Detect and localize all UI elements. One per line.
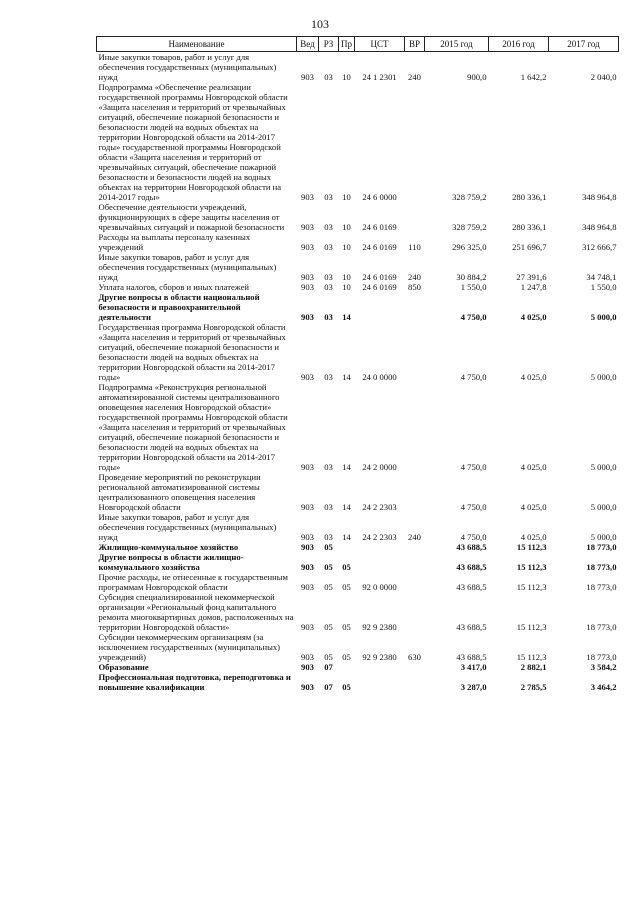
- row-2016: 15 112,3: [516, 562, 547, 572]
- row-rz: 07: [324, 682, 333, 692]
- table-row: [97, 202, 619, 232]
- row-2015: 4 750,0: [460, 312, 487, 322]
- row-name: Другие вопросы в области национальной безопасности и правоохранительной деятельности: [98, 292, 260, 322]
- row-vr: [405, 672, 425, 692]
- row-cst: [355, 552, 405, 572]
- row-2016: 4 025,0: [520, 462, 547, 472]
- header-2017: 2017 год: [549, 37, 619, 52]
- budget-table: [96, 36, 619, 692]
- page-number: 103: [311, 17, 329, 31]
- row-2017: 5 000,0: [590, 372, 617, 382]
- row-2017: 1 550,0: [590, 282, 617, 292]
- row-name: Иные закупки товаров, работ и услуг для обеспечения государственных (муниципальных) нужд: [98, 252, 277, 282]
- header-rz: РЗ: [319, 37, 339, 52]
- row-2016: 251 696,7: [512, 242, 547, 252]
- row-2016: 280 336,1: [512, 192, 547, 202]
- row-cst: [355, 292, 405, 322]
- row-cst: 24 0 0000: [362, 372, 397, 382]
- row-2016: 4 025,0: [520, 312, 547, 322]
- row-vr: 240: [408, 272, 421, 282]
- row-ved: 903: [301, 562, 314, 572]
- row-2017: 5 000,0: [590, 502, 617, 512]
- row-rz: 03: [324, 222, 333, 232]
- row-2016: 4 025,0: [520, 372, 547, 382]
- table-row: [97, 512, 619, 542]
- row-pr: 14: [342, 462, 351, 472]
- row-cst: 24 6 0169: [362, 272, 397, 282]
- row-pr: 10: [342, 222, 351, 232]
- row-rz: 03: [324, 72, 333, 82]
- row-pr: 14: [342, 372, 351, 382]
- header-name: Наименование: [97, 37, 297, 52]
- row-cst: 92 9 2380: [362, 622, 397, 632]
- row-rz: 05: [324, 542, 333, 552]
- row-ved: 903: [301, 312, 314, 322]
- table-row: [97, 382, 619, 472]
- row-vr: 240: [408, 532, 421, 542]
- row-2016: 15 112,3: [516, 652, 547, 662]
- row-2017: 18 773,0: [586, 622, 617, 632]
- header-ved: Вед: [297, 37, 319, 52]
- row-pr: 05: [342, 562, 351, 572]
- row-pr: 10: [342, 272, 351, 282]
- row-pr: [339, 662, 355, 672]
- row-vr: 110: [408, 242, 421, 252]
- row-pr: 10: [342, 72, 351, 82]
- row-name: Субсидия специализированной некоммерческой организации «Региональный фонд капитального ремонта многоквартирных домов, расположенных на территории Новгородской области»: [98, 592, 294, 632]
- row-vr: 240: [408, 72, 421, 82]
- row-2015: 43 688,5: [456, 562, 487, 572]
- row-name: Иные закупки товаров, работ и услуг для обеспечения государственных (муниципальных) нужд: [98, 52, 277, 82]
- row-name: Образование: [98, 662, 149, 672]
- row-pr: 10: [342, 242, 351, 252]
- row-ved: 903: [301, 372, 314, 382]
- row-ved: 903: [301, 242, 314, 252]
- row-rz: 05: [324, 562, 333, 572]
- row-vr: [405, 572, 425, 592]
- table-row: [97, 472, 619, 512]
- row-ved: 903: [301, 582, 314, 592]
- table-row: [97, 292, 619, 322]
- row-rz: 03: [324, 502, 333, 512]
- row-vr: [405, 322, 425, 382]
- row-rz: 03: [324, 192, 333, 202]
- row-2017: 3 464,2: [590, 682, 617, 692]
- row-cst: 24 2 2303: [362, 502, 397, 512]
- row-ved: 903: [301, 462, 314, 472]
- row-2015: 3 417,0: [460, 662, 487, 672]
- row-pr: 05: [342, 622, 351, 632]
- row-2015: 4 750,0: [460, 372, 487, 382]
- row-pr: 10: [342, 192, 351, 202]
- row-name: Подпрограмма «Обеспечение реализации государственной программы Новгородской области «Защита населения и территорий от чрезвычайных ситуаций, обеспечение пожарной безопасности и безопасности людей на водных объектах на территории Новгородской области на 2014-2017 годы» государственной программы Новгородской области «Защита населения и территорий от чрезвычайных ситуаций, обеспечение пожарной безопасности и безопасности людей на водных объектах на территории Новгородской области на 2014-2017 годы»: [98, 82, 288, 202]
- row-name: Уплата налогов, сборов и иных платежей: [98, 282, 250, 292]
- row-2017: 5 000,0: [590, 462, 617, 472]
- row-2015: 4 750,0: [460, 462, 487, 472]
- row-ved: 903: [301, 222, 314, 232]
- row-cst: 24 2 2303: [362, 532, 397, 542]
- row-name: Жилищно-коммунальное хозяйство: [98, 542, 239, 552]
- row-cst: 92 9 2380: [362, 652, 397, 662]
- row-ved: 903: [301, 622, 314, 632]
- header-row: [97, 37, 619, 52]
- row-rz: 05: [324, 582, 333, 592]
- row-2017: 2 040,0: [590, 72, 617, 82]
- row-vr: [405, 542, 425, 552]
- row-rz: 03: [324, 462, 333, 472]
- table-body: [97, 52, 619, 693]
- row-cst: 24 1 2301: [362, 72, 397, 82]
- row-2016: 15 112,3: [516, 542, 547, 552]
- row-2015: 4 750,0: [460, 502, 487, 512]
- table-row: [97, 542, 619, 552]
- row-rz: 03: [324, 272, 333, 282]
- row-vr: [405, 662, 425, 672]
- header-vr: ВР: [405, 37, 425, 52]
- row-ved: 903: [301, 272, 314, 282]
- row-ved: 903: [301, 282, 314, 292]
- table-row: [97, 232, 619, 252]
- row-vr: 850: [408, 282, 421, 292]
- row-cst: [355, 542, 405, 552]
- row-name: Субсидии некоммерческим организациям (за исключением государственных (муниципальных) учреждений): [98, 632, 280, 662]
- table-row: [97, 632, 619, 662]
- row-2015: 328 759,2: [452, 222, 487, 232]
- table-row: [97, 572, 619, 592]
- row-rz: 07: [324, 662, 333, 672]
- row-rz: 05: [324, 622, 333, 632]
- row-vr: [405, 82, 425, 202]
- table-row: [97, 252, 619, 282]
- row-ved: 903: [301, 72, 314, 82]
- row-cst: 24 6 0169: [362, 282, 397, 292]
- row-rz: 03: [324, 532, 333, 542]
- row-rz: 05: [324, 652, 333, 662]
- row-name: Обеспечение деятельности учреждений, функционирующих в сфере защиты населения от чрезвычайных ситуаций и пожарной безопасности: [98, 202, 285, 232]
- row-2015: 3 287,0: [460, 682, 487, 692]
- row-2016: 27 391,6: [516, 272, 547, 282]
- row-2017: 18 773,0: [586, 652, 617, 662]
- row-2017: 18 773,0: [586, 542, 617, 552]
- row-ved: 903: [301, 682, 314, 692]
- header-2015: 2015 год: [425, 37, 489, 52]
- header-2016: 2016 год: [489, 37, 549, 52]
- row-2017: 312 666,7: [582, 242, 617, 252]
- row-cst: 92 0 0000: [362, 582, 397, 592]
- row-2015: 43 688,5: [456, 622, 487, 632]
- row-vr: [405, 552, 425, 572]
- row-pr: [339, 542, 355, 552]
- row-2015: 1 550,0: [460, 282, 487, 292]
- row-2017: 3 584,2: [590, 662, 617, 672]
- row-rz: 03: [324, 242, 333, 252]
- row-pr: 14: [342, 312, 351, 322]
- row-ved: 903: [301, 502, 314, 512]
- row-2016: 4 025,0: [520, 532, 547, 542]
- row-rz: 03: [324, 372, 333, 382]
- table-row: [97, 592, 619, 632]
- row-cst: 24 6 0000: [362, 192, 397, 202]
- table-row: [97, 322, 619, 382]
- row-2017: 18 773,0: [586, 582, 617, 592]
- row-2015: 900,0: [467, 72, 487, 82]
- row-2016: 1 642,2: [520, 72, 547, 82]
- row-2016: 4 025,0: [520, 502, 547, 512]
- row-ved: 903: [301, 192, 314, 202]
- row-rz: 03: [324, 312, 333, 322]
- row-pr: 14: [342, 502, 351, 512]
- row-name: Проведение мероприятий по реконструкции региональной автоматизированной системы централизованного оповещения населения Новгородской области: [98, 472, 261, 512]
- row-cst: 24 6 0169: [362, 242, 397, 252]
- row-2016: 280 336,1: [512, 222, 547, 232]
- row-ved: 903: [301, 652, 314, 662]
- row-pr: 05: [342, 582, 351, 592]
- row-ved: 903: [301, 662, 314, 672]
- row-2017: 348 964,8: [582, 222, 617, 232]
- row-2015: 43 688,5: [456, 542, 487, 552]
- table-row: [97, 662, 619, 672]
- row-2015: 296 325,0: [452, 242, 487, 252]
- row-name: Профессиональная подготовка, переподготовка и повышение квалификации: [98, 672, 291, 692]
- row-2017: 18 773,0: [586, 562, 617, 572]
- row-2017: 34 748,1: [586, 272, 617, 282]
- row-cst: [355, 662, 405, 672]
- table-row: [97, 282, 619, 292]
- row-2015: 43 688,5: [456, 652, 487, 662]
- row-2016: 15 112,3: [516, 582, 547, 592]
- table-row: [97, 82, 619, 202]
- row-vr: [405, 292, 425, 322]
- row-2016: 2 785,5: [520, 682, 547, 692]
- row-name: Государственная программа Новгородской области «Защита населения и территорий от чрезвычайных ситуаций, обеспечение пожарной безопасности и безопасности людей на водных объектах на территории Новгородской области на 2014-2017 годы»: [98, 322, 286, 382]
- row-name: Иные закупки товаров, работ и услуг для обеспечения государственных (муниципальных) нужд: [98, 512, 277, 542]
- row-2015: 43 688,5: [456, 582, 487, 592]
- row-cst: [355, 672, 405, 692]
- row-pr: 14: [342, 532, 351, 542]
- row-vr: [405, 202, 425, 232]
- row-2017: 348 964,8: [582, 192, 617, 202]
- table-row: [97, 52, 619, 83]
- row-2017: 5 000,0: [590, 312, 617, 322]
- row-2017: 5 000,0: [590, 532, 617, 542]
- table-row: [97, 552, 619, 572]
- row-vr: [405, 592, 425, 632]
- header-cst: ЦСТ: [355, 37, 405, 52]
- row-pr: 05: [342, 682, 351, 692]
- row-name: Расходы на выплаты персоналу казенных учреждений: [98, 232, 251, 252]
- table-row: [97, 672, 619, 692]
- row-vr: [405, 382, 425, 472]
- row-name: Прочие расходы, не отнесенные к государственным программам Новгородской области: [98, 572, 288, 592]
- row-ved: 903: [301, 542, 314, 552]
- row-name: Подпрограмма «Реконструкция региональной автоматизированной системы централизованного оповещения населения Новгородской области» государственной программы Новгородской области «Защита населения и территорий от чрезвычайных ситуаций, обеспечение пожарной безопасности и безопасности людей на водных объектах на территории Новгородской области на 2014-2017 годы»: [98, 382, 288, 472]
- row-ved: 903: [301, 532, 314, 542]
- row-vr: 630: [408, 652, 421, 662]
- row-vr: [405, 472, 425, 512]
- row-2016: 15 112,3: [516, 622, 547, 632]
- row-2015: 4 750,0: [460, 532, 487, 542]
- row-pr: 05: [342, 652, 351, 662]
- row-name: Другие вопросы в области жилищно-коммунального хозяйства: [98, 552, 244, 572]
- header-pr: Пр: [339, 37, 355, 52]
- row-cst: 24 2 0000: [362, 462, 397, 472]
- row-cst: 24 6 0169: [362, 222, 397, 232]
- row-rz: 03: [324, 282, 333, 292]
- row-2016: 1 247,8: [520, 282, 547, 292]
- row-2016: 2 882,1: [520, 662, 547, 672]
- row-2015: 30 884,2: [456, 272, 487, 282]
- row-2015: 328 759,2: [452, 192, 487, 202]
- row-pr: 10: [342, 282, 351, 292]
